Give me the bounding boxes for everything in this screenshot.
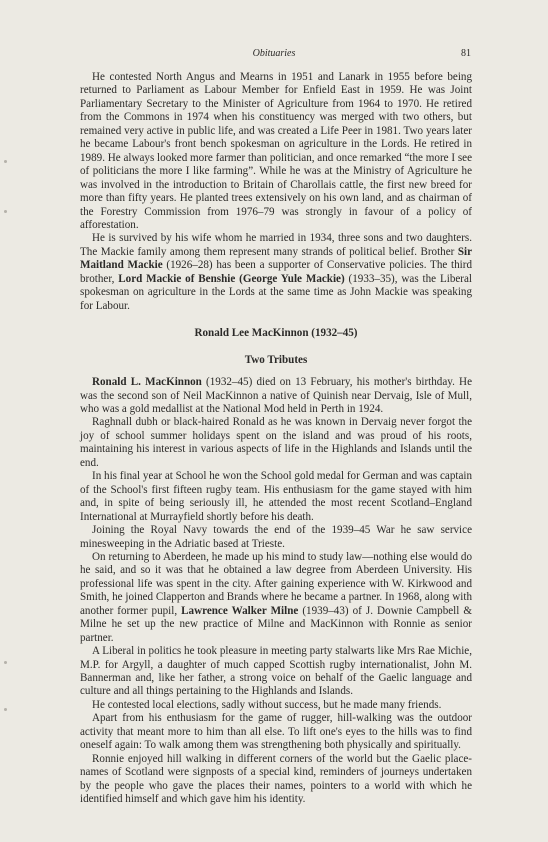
person-name: Ronald L. MacKinnon (92, 376, 202, 389)
text-run: (1933–35), was the Liberal spokesman on agriculture in the Lords at the same time as John Mackie was speaking for Labour. (80, 272, 472, 312)
page-number: 81 (461, 48, 471, 59)
obituary-subheading: Two Tributes (244, 353, 308, 366)
paragraph (80, 232, 472, 313)
person-name: Lord Mackie of Benshie (George Yule Mackie) (118, 272, 345, 285)
paragraph (80, 376, 472, 416)
text-run: On returning to Aberdeen, he made up his mind to study law—nothing else would do he said, and so it was that he obtained a law degree from Aberdeen University. His professional life was spent in the city. After gaining experience with W. Kirkwood and Smith, he joined Clapperton and Brands where he became a partner. In 1968, along with another former pupil, (80, 550, 472, 617)
paragraph: Ronnie enjoyed hill walking in different corners of the world but the Gaelic place-names of Scotland were signposts of a special kind, reminders of journeys undertaken by the people who gave the places their names, pointers to a world with which he identified himself and which gave him his identity. (80, 752, 472, 806)
margin-mark (4, 708, 7, 711)
paragraph: Apart from his enthusiasm for the game of rugger, hill-walking was the outdoor activity that meant more to him than all else. To lift one's eyes to the hills was to find oneself again: To walk among them was strengthening both physically and spiritually. (80, 712, 472, 752)
running-head-title: Obituaries (252, 48, 296, 59)
body-text (80, 71, 472, 807)
margin-mark (4, 661, 7, 664)
text-run: (1939–43) of J. Downie Campbell & Milne he set up the new practice of Milne and MacKinnon with Ronnie as senior partner. (80, 604, 472, 644)
paragraph: He contested local elections, sadly without success, but he made many friends. (92, 698, 442, 711)
person-name: Lawrence Walker Milne (181, 604, 299, 617)
paragraph: Joining the Royal Navy towards the end of the 1939–45 War he saw service minesweeping in the Adriatic based at Trieste. (80, 524, 472, 550)
margin-mark (4, 210, 7, 213)
margin-mark (4, 160, 7, 163)
paragraph: Raghnall dubh or black-haired Ronald as he was known in Dervaig never forgot the joy of school summer holidays spent on the island and was proud of his roots, maintaining his interest in various aspects of life in the Highlands and Islands until the end. (80, 416, 472, 469)
obituary-heading: Ronald Lee MacKinnon (1932–45) (194, 327, 358, 340)
paragraph: In his final year at School he won the School gold medal for German and was captain of the School's first fifteen rugby team. His enthusiasm for the game stayed with him and, in spite of being seriously ill, he attended the most recent Scotland–England International at Murrayfield shortly before his death. (80, 470, 472, 523)
text-run: (1926–28) has been a supporter of Conservative policies. The third brother, (80, 259, 472, 285)
paragraph: A Liberal in politics he took pleasure in meeting party stalwarts like Mrs Rae Michie, M.P. for Argyll, a daughter of much capped Scottish rugby internationalist, John M. Bannerman and, like her father, a strong voice on behalf of the Gaelic language and culture and all things pertaining to the Highlands and Islands. (80, 645, 472, 698)
person-name: Sir Maitland Mackie (80, 245, 472, 272)
paragraph: He contested North Angus and Mearns in 1951 and Lanark in 1955 before being returned to Parliament as Labour Member for Enfield East in 1959. He was Joint Parliamentary Secretary to the Minister of Agriculture from 1964 to 1970. He retired from the Commons in 1974 when his constituency was merged with two others, but remained very active in public life, and was created a Life Peer in 1981. Two years later he became Labour's front bench spokesman on agriculture in the Lords. He retired in 1989. He always looked more farmer than politician, and once remarked “the more I see of politicians the more I like farming”. While he was at the Ministry of Agriculture he was involved in the introduction to Britain of Charollais cattle, the first new breed for more than fifty years. He planted trees extensively on his own land, and as chairman of the Forestry Commission from 1976–79 was strongly in favour of a policy of afforestation. (80, 71, 472, 231)
text-run: (1932–45) died on 13 February, his mother's birthday. He was the second son of Neil MacKinnon a native of Quinish near Dervaig, Isle of Mull, who was a gold medallist at the National Mod held in Perth in 1924. (80, 376, 472, 415)
running-head (0, 47, 548, 61)
text-run: He is survived by his wife whom he married in 1934, three sons and two daughters. The Mackie family among them represent many strands of political belief. Brother (80, 232, 472, 258)
paragraph (80, 551, 472, 645)
